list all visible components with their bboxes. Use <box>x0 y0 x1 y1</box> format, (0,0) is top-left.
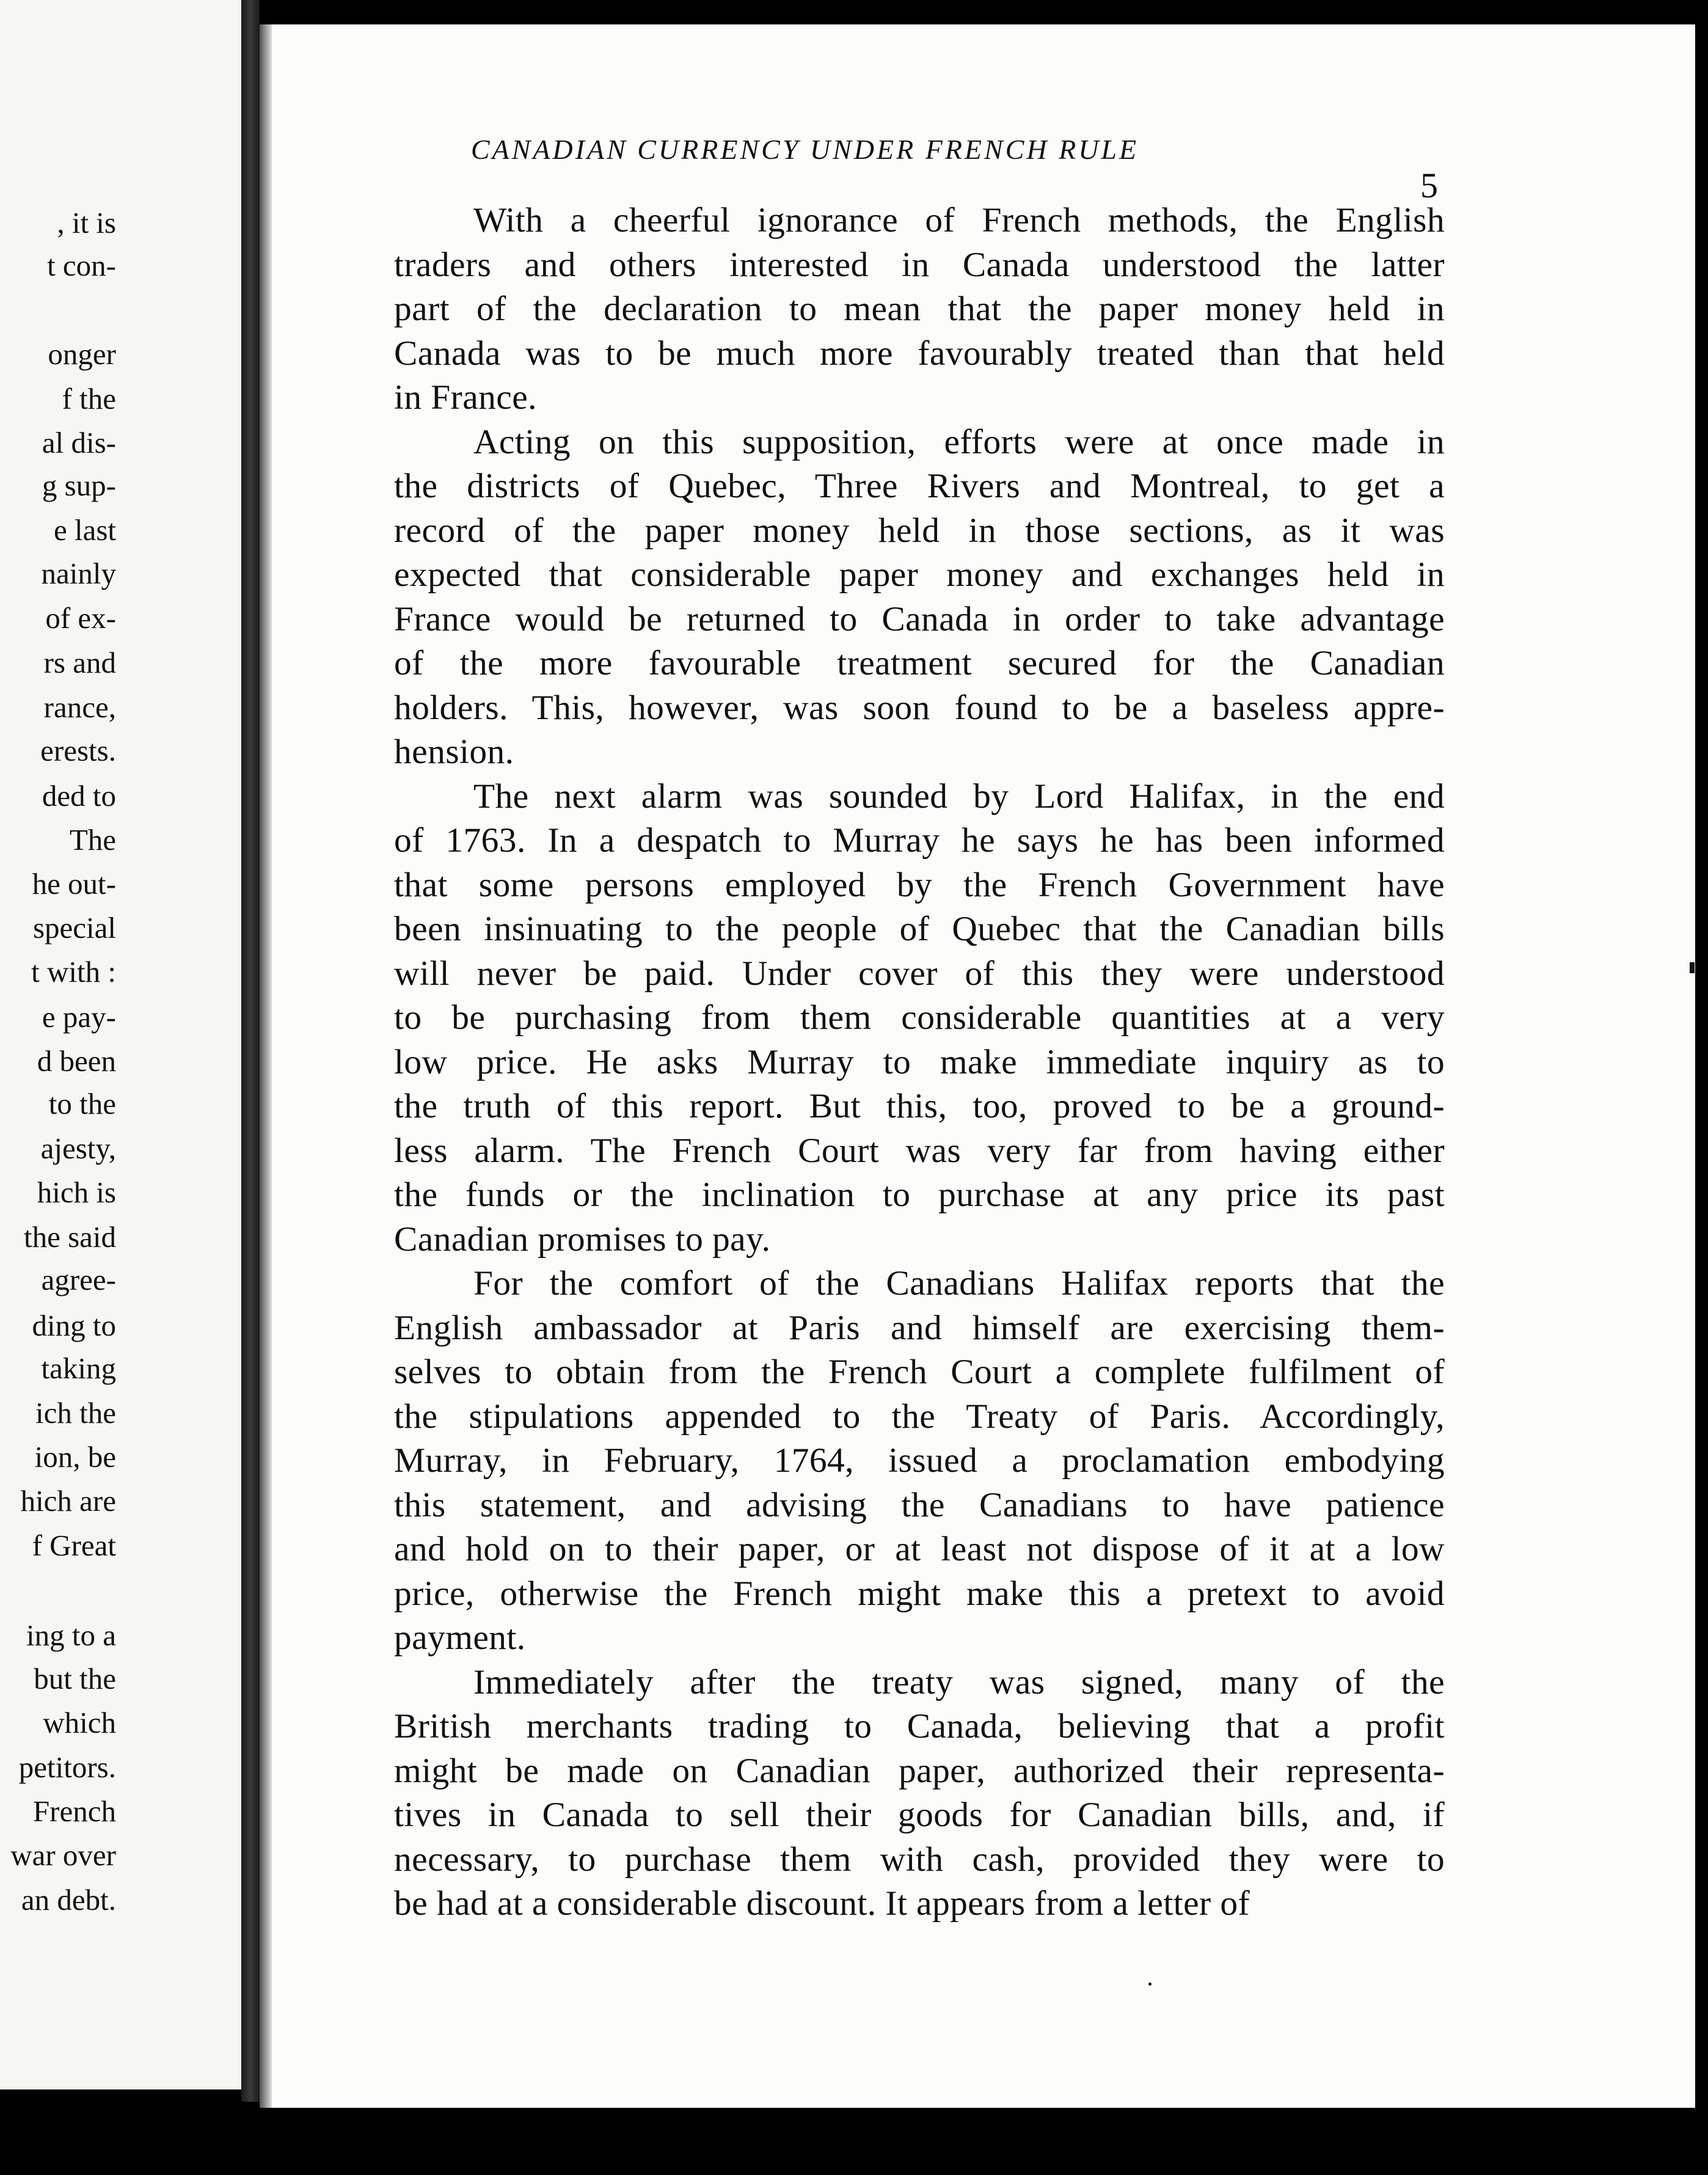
left-page-line-fragment: onger <box>48 337 116 371</box>
left-page-line-fragment: erests. <box>40 734 116 767</box>
paragraph <box>394 420 1445 775</box>
body-text <box>394 199 1445 1926</box>
left-page-line-fragment: rs and <box>43 646 116 679</box>
left-page-line-fragment: special <box>32 911 116 945</box>
text-line: necessary, to purchase them with cash, provided they were to <box>394 1840 1445 1879</box>
page-number: 5 <box>1420 166 1438 205</box>
text-line: the districts of Quebec, Three Rivers and Montreal, to get a <box>394 467 1445 505</box>
text-line: the truth of this report. But this, too, proved to be a ground- <box>394 1087 1445 1125</box>
left-page-line-fragment: ich the <box>35 1396 116 1430</box>
text-line: of 1763. In a despatch to Murray he says he has been informed <box>394 821 1445 860</box>
paragraph <box>394 1262 1445 1661</box>
left-page-line-fragment: to the <box>48 1087 116 1120</box>
left-page-line-fragment: ing to a <box>26 1618 116 1652</box>
left-page-line-fragment: t con- <box>47 249 116 282</box>
text-line: been insinuating to the people of Quebec that the Canadian bills <box>394 910 1445 948</box>
left-page-line-fragment: taking <box>41 1351 116 1385</box>
scan-speck <box>1148 1983 1151 1986</box>
left-page <box>0 0 241 2089</box>
paragraph <box>394 1661 1445 1926</box>
text-line: and hold on to their paper, or at least not dispose of it at a low <box>394 1530 1445 1568</box>
left-page-line-fragment: an debt. <box>21 1883 116 1917</box>
text-line: Canada was to be much more favourably treated than that held <box>394 334 1445 373</box>
left-page-line-fragment: d been <box>37 1044 116 1078</box>
page-edge-shadow <box>260 24 272 2108</box>
paragraph <box>394 775 1445 1262</box>
text-line: English ambassador at Paris and himself are exercising them- <box>394 1308 1445 1347</box>
text-line: record of the paper money held in those sections, as it was <box>394 511 1445 550</box>
running-head: CANADIAN CURRENCY UNDER FRENCH RULE <box>470 134 1139 165</box>
text-line: Canadian promises to pay. <box>394 1219 771 1259</box>
left-page-line-fragment: rance, <box>43 690 116 724</box>
text-line: part of the declaration to mean that the paper money held in <box>394 290 1445 328</box>
left-page-line-fragment: but the <box>34 1662 116 1695</box>
scan-speck <box>1690 962 1695 973</box>
left-page-line-fragment: hich are <box>20 1484 116 1518</box>
left-page-line-fragment: The <box>69 823 116 857</box>
left-page-line-fragment: hich is <box>37 1175 116 1209</box>
left-page-line-fragment: the said <box>23 1220 116 1254</box>
text-line: British merchants trading to Canada, believing that a profit <box>394 1707 1445 1745</box>
left-page-line-fragment: agree- <box>41 1263 116 1296</box>
text-line: With a cheerful ignorance of French methods, the English <box>473 201 1445 239</box>
text-line: The next alarm was sounded by Lord Halifax, in the end <box>473 777 1445 816</box>
left-page-line-fragment: e pay- <box>42 1000 116 1034</box>
left-page-line-fragment: French <box>32 1794 116 1828</box>
text-line: traders and others interested in Canada understood the latter <box>394 245 1445 284</box>
text-line: might be made on Canadian paper, authorized their representa- <box>394 1751 1445 1790</box>
text-line: Acting on this supposition, efforts were at once made in <box>473 422 1445 461</box>
text-line: low price. He asks Murray to make immediate inquiry as to <box>394 1042 1445 1081</box>
text-line: the stipulations appended to the Treaty of Paris. Accordingly, <box>394 1397 1445 1436</box>
left-page-line-fragment: he out- <box>32 867 116 901</box>
left-page-line-fragment: al dis- <box>42 426 116 459</box>
text-line: that some persons employed by the French Government have <box>394 865 1445 904</box>
left-page-line-fragment: e last <box>53 513 116 547</box>
left-page-line-fragment: t with : <box>31 955 116 989</box>
text-line: Murray, in February, 1764, issued a proclamation embodying <box>394 1441 1445 1480</box>
text-line: in France. <box>394 378 537 417</box>
left-page-line-fragment: f the <box>62 382 116 415</box>
text-line: For the comfort of the Canadians Halifax reports that the <box>473 1264 1445 1303</box>
left-page-line-fragment: war over <box>10 1838 116 1872</box>
paragraph <box>394 199 1445 420</box>
left-page-line-fragment: which <box>43 1706 116 1739</box>
text-line: France would be returned to Canada in order to take advantage <box>394 599 1445 638</box>
left-page-line-fragment: of ex- <box>45 601 116 635</box>
left-page-line-fragment: ajesty, <box>40 1131 116 1165</box>
left-page-line-fragment: f Great <box>32 1529 116 1562</box>
left-page-line-fragment: , it is <box>57 206 116 239</box>
text-line: to be purchasing from them considerable quantities at a very <box>394 998 1445 1037</box>
text-line: this statement, and advising the Canadians to have patience <box>394 1485 1445 1524</box>
text-line: expected that considerable paper money and exchanges held in <box>394 555 1445 594</box>
text-line: price, otherwise the French might make this a pretext to avoid <box>394 1574 1445 1613</box>
book-gutter <box>241 0 260 2102</box>
text-line: payment. <box>394 1618 526 1657</box>
text-line: Immediately after the treaty was signed, many of the <box>473 1662 1445 1702</box>
text-line: hension. <box>394 733 514 771</box>
left-page-line-fragment: petitors. <box>18 1750 116 1784</box>
left-page-line-fragment: g sup- <box>42 469 116 502</box>
left-page-line-fragment: nainly <box>41 557 116 590</box>
text-line: selves to obtain from the French Court a complete fulfilment of <box>394 1353 1445 1391</box>
text-line: will never be paid. Under cover of this they were understood <box>394 954 1445 993</box>
text-line: of the more favourable treatment secured for the Canadian <box>394 644 1445 682</box>
left-page-line-fragment: ding to <box>32 1309 116 1342</box>
text-line: holders. This, however, was soon found to be a baseless appre- <box>394 688 1445 727</box>
left-page-line-fragment: ded to <box>42 779 116 813</box>
left-page-line-fragment: ion, be <box>34 1440 116 1474</box>
text-line: less alarm. The French Court was very far from having either <box>394 1131 1445 1170</box>
text-line: be had at a considerable discount. It appears from a letter of <box>394 1884 1250 1923</box>
text-line: tives in Canada to sell their goods for Canadian bills, and, if <box>394 1796 1445 1834</box>
text-line: the funds or the inclination to purchase at any price its past <box>394 1175 1445 1214</box>
